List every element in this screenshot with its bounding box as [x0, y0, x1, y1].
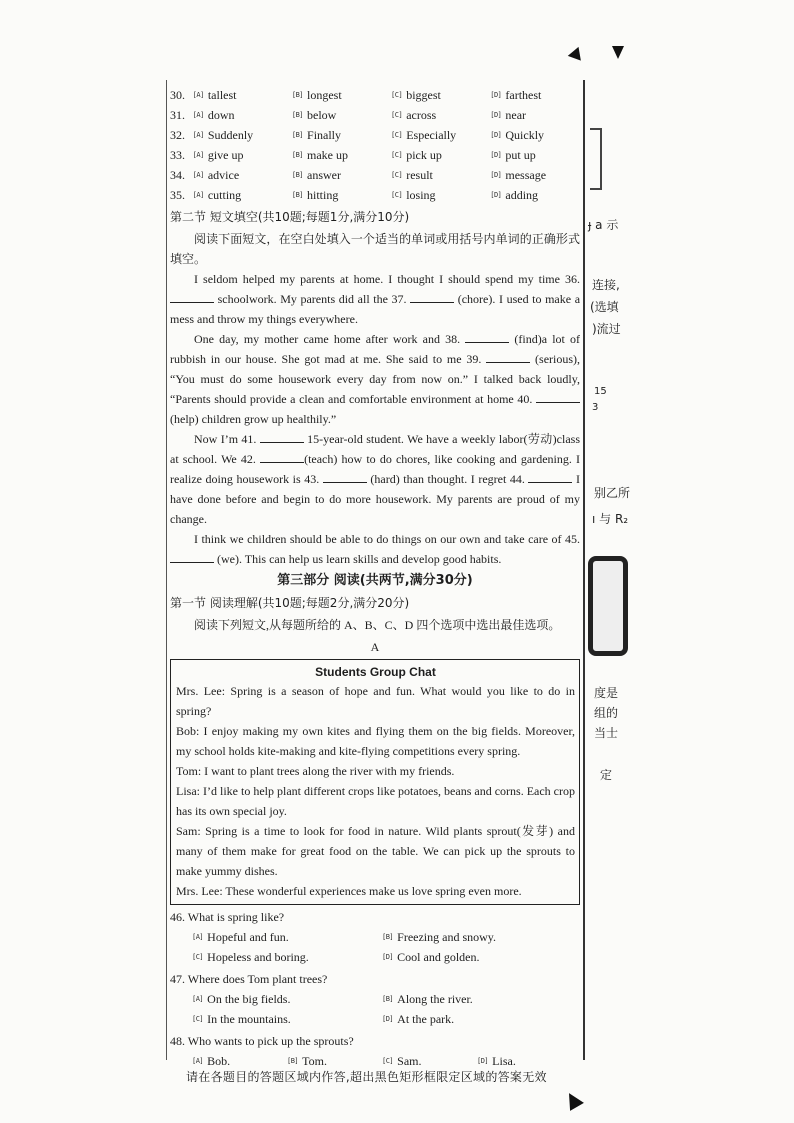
answer-blank[interactable]: [260, 430, 304, 443]
instruction-text: 阅读下列短文,从每题所给的 A、B、C、D 四个选项中选出最佳选项。: [194, 618, 561, 632]
margin-fragment: (选填: [590, 300, 619, 314]
question-stem: 48. Who wants to pick up the sprouts?: [170, 1034, 354, 1048]
option-tag: [C]: [391, 111, 403, 119]
cloze-paragraph: [170, 269, 580, 329]
margin-fragment: )流过: [592, 322, 621, 336]
option-text: pick up: [406, 148, 442, 162]
option-text: Quickly: [505, 128, 545, 142]
option-tag: [C]: [192, 953, 204, 961]
chat-message: Sam: Spring is a time to look for food in nature. Wild plants sprout(发芽) and many of them make for great food on the table. We can pick up the sprouts to make yummy dishes.: [176, 824, 575, 878]
answer-blank[interactable]: [528, 470, 572, 483]
option-text: Tom.: [302, 1054, 327, 1068]
margin-fragment: 定: [600, 768, 613, 782]
question-stem: 46. What is spring like?: [170, 910, 285, 924]
cloze-paragraph: [170, 429, 580, 529]
passage-text: (find)a lot of rubbish in our house. She got mad at me. She said to me 39.: [170, 332, 581, 366]
passage-text: (serious), “You must do some housework every day from now on.” I talked back loudly, “Parents should provide a clean and comfortable environment at home 40.: [170, 352, 581, 406]
option-tag: [B]: [291, 151, 304, 159]
option-tag: [C]: [382, 1057, 394, 1065]
instruction-text: 阅读下面短文，在空白处填入一个适当的单词或用括号内单词的正确形式填空。: [170, 232, 580, 266]
option-text: advice: [207, 168, 240, 182]
margin-fragment: 3: [592, 402, 599, 413]
option-tag: [C]: [391, 191, 403, 199]
option-tag: [C]: [391, 171, 403, 179]
answer-option[interactable]: [382, 947, 572, 967]
question-item: [170, 969, 580, 1029]
answer-blank[interactable]: [465, 330, 509, 343]
option-text: Suddenly: [207, 128, 254, 142]
answer-option[interactable]: [382, 927, 572, 947]
option-text: Sam.: [397, 1054, 422, 1068]
question-item: [170, 1031, 580, 1071]
question-number: 35.: [170, 188, 185, 202]
option-text: Along the river.: [397, 992, 473, 1006]
question-number: 30.: [170, 88, 185, 102]
option-tag: [B]: [382, 933, 394, 941]
option-text: Bob.: [207, 1054, 231, 1068]
option-tag: [A]: [192, 995, 204, 1003]
corner-mark-icon: [568, 47, 586, 65]
option-tag: [A]: [192, 191, 204, 199]
answer-blank[interactable]: [170, 290, 214, 303]
passage-text: I seldom helped my parents at home. I thought I should spend my time 36.: [194, 272, 580, 286]
margin-fragment: ı 与 R₂: [592, 512, 629, 526]
answer-option[interactable]: [382, 989, 572, 1009]
exam-sheet: [170, 85, 581, 1068]
option-text: hitting: [307, 188, 339, 202]
answer-option[interactable]: [192, 927, 382, 947]
option-tag: [B]: [291, 91, 304, 99]
option-tag: [B]: [287, 1057, 299, 1065]
option-text: across: [406, 108, 437, 122]
option-tag: [A]: [192, 933, 204, 941]
corner-mark-icon: [612, 46, 624, 59]
option-tag: [D]: [382, 1015, 394, 1023]
option-grid: [170, 927, 580, 967]
passage-text: 15-year-old student. We have a weekly labor(劳动)class at school. We 42.: [170, 432, 580, 466]
passage-text: schoolwork. My parents did all the 37.: [217, 292, 407, 306]
option-tag: [D]: [490, 91, 502, 99]
passage-text: One day, my mother came home after work and 38.: [194, 332, 461, 346]
option-text: cutting: [207, 188, 242, 202]
option-text: Lisa.: [492, 1054, 516, 1068]
option-tag: [B]: [291, 111, 304, 119]
option-tag: [A]: [192, 131, 204, 139]
group-chat-box: [170, 659, 580, 905]
option-tag: [D]: [490, 151, 502, 159]
option-tag: [C]: [192, 1015, 204, 1023]
answer-blank[interactable]: [323, 470, 367, 483]
margin-fragment: 组的: [594, 706, 619, 720]
margin-fragment: 当士: [594, 726, 619, 740]
option-text: answer: [307, 168, 341, 182]
margin-bracket: [590, 128, 602, 190]
option-text: Cool and golden.: [397, 950, 480, 964]
option-text: biggest: [406, 88, 441, 102]
option-tag: [D]: [382, 953, 394, 961]
passage-text: (hard) than thought. I regret 44.: [370, 472, 525, 486]
option-text: losing: [406, 188, 436, 202]
question-number: 34.: [170, 168, 185, 182]
choice-row: [170, 185, 580, 205]
page-left-border: [166, 80, 167, 1060]
option-tag: [C]: [391, 91, 403, 99]
option-text: put up: [505, 148, 536, 162]
answer-blank[interactable]: [536, 390, 580, 403]
passage-text: I think we children should be able to do things on our own and take care of 45.: [194, 532, 580, 546]
corner-mark-icon: [562, 1089, 584, 1111]
option-tag: [A]: [192, 111, 204, 119]
option-text: In the mountains.: [207, 1012, 291, 1026]
option-tag: [D]: [490, 191, 502, 199]
margin-fragment: 连接,: [592, 278, 620, 292]
option-tag: [A]: [192, 151, 204, 159]
option-tag: [B]: [291, 131, 304, 139]
question-number: 31.: [170, 108, 185, 122]
option-tag: [D]: [490, 171, 502, 179]
answer-area-notice: 请在各题目的答题区域内作答,超出黑色矩形框限定区域的答案无效: [186, 1070, 547, 1084]
option-tag: [B]: [382, 995, 394, 1003]
option-tag: [D]: [490, 111, 502, 119]
option-text: Finally: [307, 128, 342, 142]
option-tag: [D]: [490, 131, 502, 139]
chat-title: Students Group Chat: [315, 665, 436, 679]
choice-row: [170, 105, 580, 125]
option-text: down: [207, 108, 235, 122]
question-stem: 47. Where does Tom plant trees?: [170, 972, 328, 986]
option-text: At the park.: [397, 1012, 455, 1026]
answer-blank[interactable]: [410, 290, 454, 303]
choice-row: [170, 145, 580, 165]
passage-text: I have done before and begin to do more housework. My parents are proud of my change.: [170, 472, 581, 526]
chat-message: Mrs. Lee: These wonderful experiences make us love spring even more.: [176, 884, 522, 898]
margin-fragment: 别乙所: [594, 486, 631, 500]
part-heading: 第三部分 阅读(共两节,满分30分): [277, 573, 473, 588]
choice-row: [170, 125, 580, 145]
passage-text: (help) children grow up healthily.”: [170, 412, 337, 426]
option-text: tallest: [207, 88, 237, 102]
margin-fragment: ɟ a 示: [588, 218, 619, 232]
option-text: Hopeful and fun.: [207, 930, 289, 944]
option-text: adding: [505, 188, 539, 202]
passage-letter: A: [370, 640, 380, 654]
option-text: Hopeless and boring.: [207, 950, 309, 964]
option-text: farthest: [505, 88, 542, 102]
cloze-paragraph: [170, 529, 580, 569]
option-text: give up: [207, 148, 244, 162]
margin-fragment: 度是: [594, 686, 619, 700]
answer-blank[interactable]: [486, 350, 530, 363]
question-item: [170, 907, 580, 967]
passage-text: (teach) how to do chores, like cooking and gardening. I realize doing housework is 43.: [170, 452, 581, 486]
chat-message: Mrs. Lee: Spring is a season of hope and fun. What would you like to do in spring?: [176, 684, 575, 718]
option-tag: [A]: [192, 171, 204, 179]
option-text: below: [307, 108, 337, 122]
option-tag: [B]: [291, 171, 304, 179]
chat-message: Tom: I want to plant trees along the river with my friends.: [176, 764, 455, 778]
option-tag: [B]: [291, 191, 304, 199]
option-text: result: [406, 168, 433, 182]
cloze-paragraph: [170, 329, 580, 429]
passage-text: Now I’m 41.: [194, 432, 257, 446]
option-tag: [A]: [192, 1057, 204, 1065]
answer-blank[interactable]: [170, 550, 214, 563]
option-text: near: [505, 108, 527, 122]
answer-option[interactable]: [192, 989, 382, 1009]
option-text: Especially: [406, 128, 457, 142]
answer-blank[interactable]: [260, 450, 304, 463]
section-heading: 第二节 短文填空(共10题;每题1分,满分10分): [170, 210, 410, 224]
answer-option[interactable]: [192, 1009, 382, 1029]
option-tag: [C]: [391, 131, 403, 139]
answer-option[interactable]: [192, 947, 382, 967]
option-text: longest: [307, 88, 342, 102]
passage-text: (we). This can help us learn skills and develop good habits.: [217, 552, 502, 566]
chat-message: Bob: I enjoy making my own kites and flying them on the big fields. Moreover, my school holds kite-making and kite-flying competitions every spring.: [176, 724, 575, 758]
choice-list: [170, 85, 580, 205]
option-text: make up: [307, 148, 349, 162]
margin-fragment: 15: [594, 386, 607, 397]
choice-row: [170, 165, 580, 185]
margin-device-image: [588, 556, 628, 656]
answer-option[interactable]: [382, 1009, 572, 1029]
option-tag: [A]: [192, 91, 204, 99]
choice-row: [170, 85, 580, 105]
option-text: message: [505, 168, 547, 182]
section-heading: 第一节 阅读理解(共10题;每题2分,满分20分): [170, 596, 410, 610]
question-number: 32.: [170, 128, 185, 142]
option-text: Freezing and snowy.: [397, 930, 497, 944]
chat-message: Lisa: I’d like to help plant different crops like potatoes, beans and corns. Each crop has its own special joy.: [176, 784, 575, 818]
option-tag: [D]: [477, 1057, 489, 1065]
option-tag: [C]: [391, 151, 403, 159]
question-number: 33.: [170, 148, 185, 162]
option-grid: [170, 989, 580, 1029]
option-text: On the big fields.: [207, 992, 291, 1006]
passage-text: (chore). I used to make a mess and throw my things everywhere.: [170, 292, 581, 326]
page-right-border: [583, 80, 585, 1060]
